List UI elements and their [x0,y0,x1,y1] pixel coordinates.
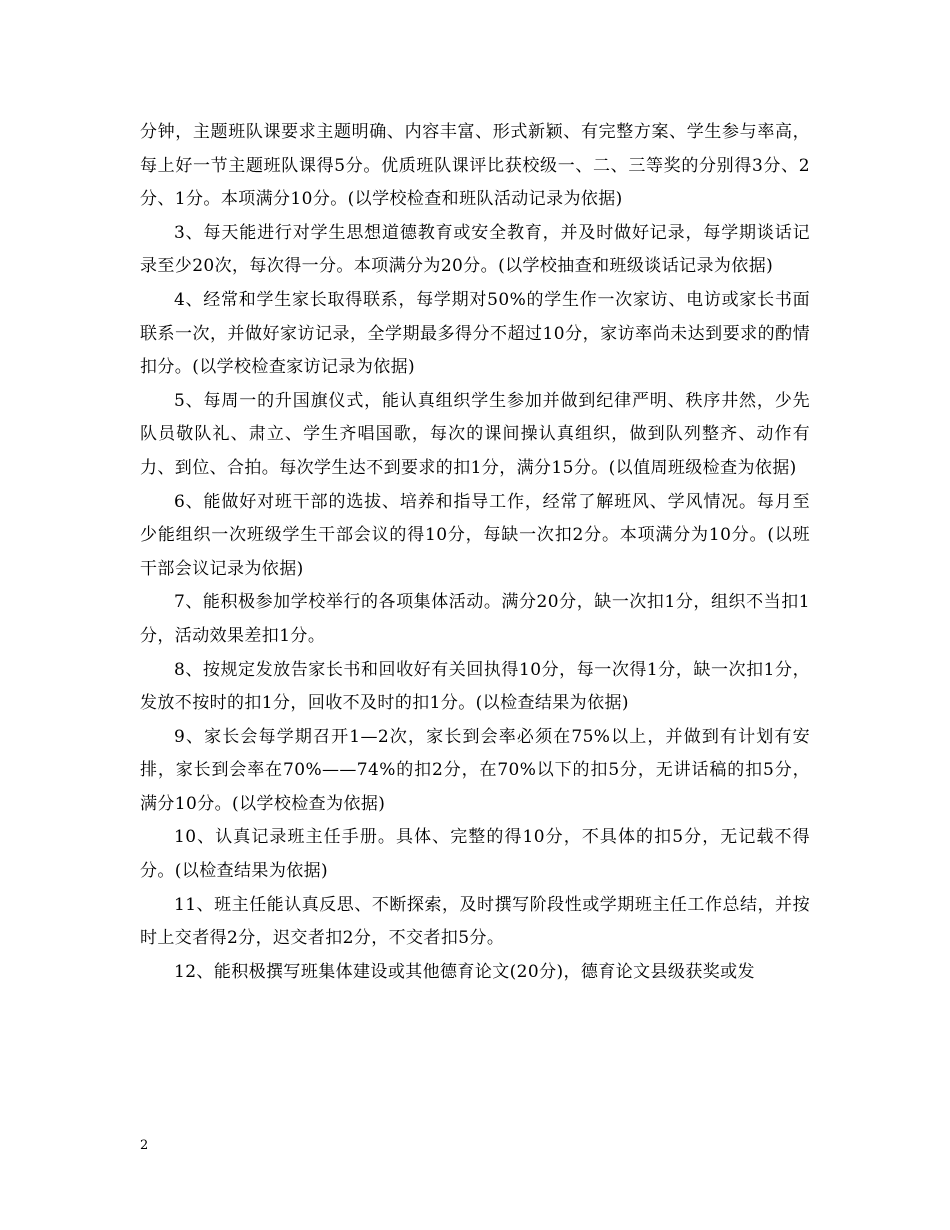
paragraph-item-5: 5、每周一的升国旗仪式，能认真组织学生参加并做到纪律严明、秩序井然，少先队员敬队礼、肃立、学生齐唱国歌，每次的课间操认真组织，做到队列整齐、动作有力、到位、合拍。每次学生达不到要求的扣1分，满分15分。(以值周班级检查为依据) [140,390,810,478]
paragraph-item-9: 9、家长会每学期召开1—2次，家长到会率必须在75%以上，并做到有计划有安排，家长到会率在70%——74%的扣2分，在70%以下的扣5分，无讲话稿的扣5分，满分10分。(以学校检查为依据) [140,726,810,814]
paragraph-continued: 分钟，主题班队课要求主题明确、内容丰富、形式新颖、有完整方案、学生参与率高，每上好一节主题班队课得5分。优质班队课评比获校级一、二、三等奖的分别得3分、2分、1分。本项满分10分。(以学校检查和班队活动记录为依据) [140,122,810,210]
paragraph-item-11: 11、班主任能认真反思、不断探索，及时撰写阶段性或学期班主任工作总结，并按时上交者得2分，迟交者扣2分，不交者扣5分。 [140,894,810,949]
paragraph-item-8: 8、按规定发放告家长书和回收好有关回执得10分，每一次得1分，缺一次扣1分，发放不按时的扣1分，回收不及时的扣1分。(以检查结果为依据) [140,659,810,714]
paragraph-item-7: 7、能积极参加学校举行的各项集体活动。满分20分，缺一次扣1分，组织不当扣1分，活动效果差扣1分。 [140,592,810,646]
body-text [140,116,810,989]
paragraph-item-6: 6、能做好对班干部的选拔、培养和指导工作，经常了解班风、学风情况。每月至少能组织一次班级学生干部会议的得10分，每缺一次扣2分。本项满分为10分。(以班干部会议记录为依据) [140,491,810,579]
paragraph-item-4: 4、经常和学生家长取得联系，每学期对50%的学生作一次家访、电访或家长书面联系一次，并做好家访记录，全学期最多得分不超过10分，家访率尚未达到要求的酌情扣分。(以学校检查家访记录为依据) [140,289,810,378]
paragraph-item-12: 12、能积极撰写班集体建设或其他德育论文(20分)，德育论文县级获奖或发 [174,961,755,982]
page-number: 2 [140,1138,149,1153]
paragraph-item-3: 3、每天能进行对学生思想道德教育或安全教育，并及时做好记录，每学期谈话记录至少20次，每次得一分。本项满分为20分。(以学校抽查和班级谈话记录为依据) [140,222,810,277]
paragraph-item-10: 10、认真记录班主任手册。具体、完整的得10分，不具体的扣5分，无记载不得分。(以检查结果为依据) [140,827,810,882]
